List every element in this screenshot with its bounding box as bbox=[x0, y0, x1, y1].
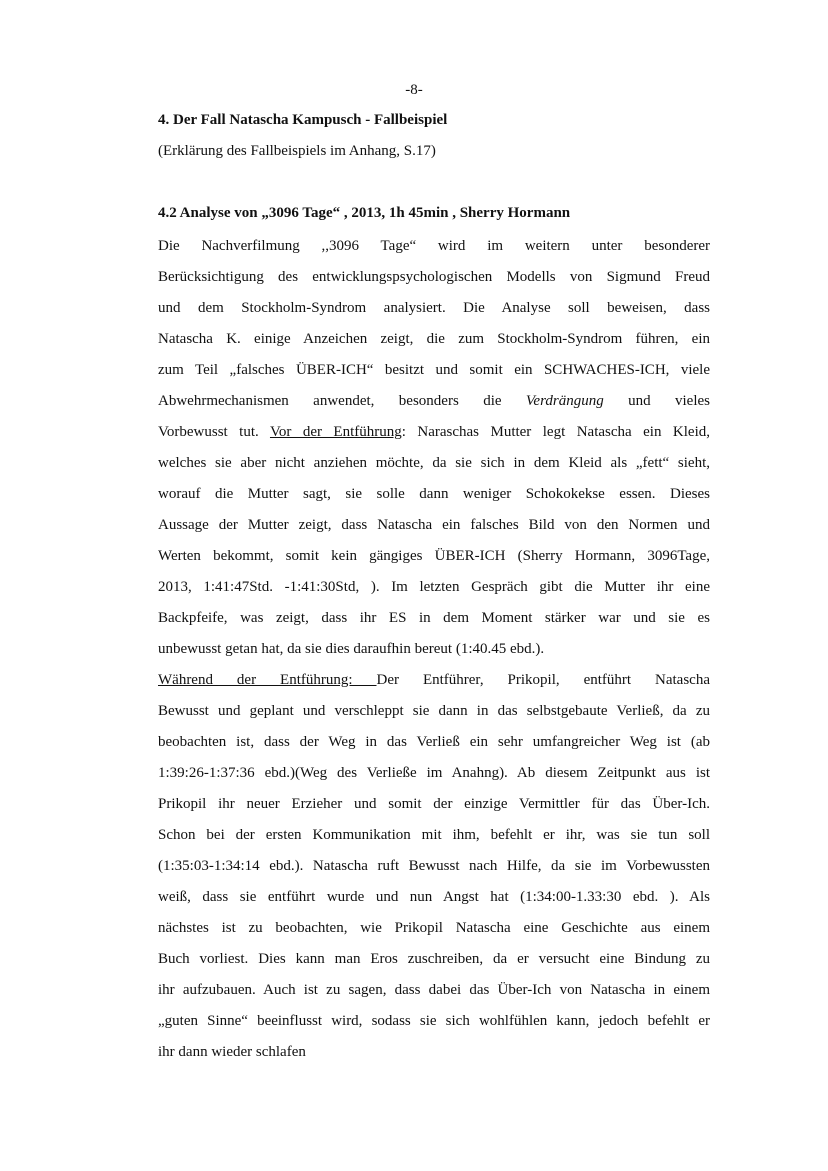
text-line: und dem Stockholm-Syndrom analysiert. Die Analyse soll beweisen, dass bbox=[158, 300, 710, 316]
text-line: (1:35:03-1:34:14 ebd.). Natascha ruft Bewusst nach Hilfe, da sie im Vorbewussten bbox=[158, 858, 710, 874]
text-line: beobachten ist, dass der Weg in das Verließ ein sehr umfangreicher Weg ist (ab bbox=[158, 734, 710, 750]
chapter-subheading: (Erklärung des Fallbeispiels im Anhang, S.17) bbox=[158, 143, 436, 159]
text-line: ihr aufzubauen. Auch ist zu sagen, dass dabei das Über-Ich von Natascha in einem bbox=[158, 982, 710, 998]
text-line: ihr dann wieder schlafen bbox=[158, 1044, 306, 1060]
text-line: Berücksichtigung des entwicklungspsychologischen Modells von Sigmund Freud bbox=[158, 269, 710, 285]
text-line: Schon bei der ersten Kommunikation mit ihm, befehlt er ihr, was sie tun soll bbox=[158, 827, 710, 843]
text-line: Buch vorliest. Dies kann man Eros zuschreiben, da er versucht eine Bindung zu bbox=[158, 951, 710, 967]
text-span: Der Entführer, Prikopil, entführt Natascha bbox=[376, 672, 710, 688]
underlined-label: Während der Entführung: bbox=[158, 672, 377, 688]
text-line bbox=[158, 665, 710, 696]
text-line: „guten Sinne“ beeinflusst wird, sodass sie sich wohlfühlen kann, jedoch befehlt er bbox=[158, 1013, 710, 1029]
text-line: zum Teil „falsches ÜBER-ICH“ besitzt und somit ein SCHWACHES-ICH, viele bbox=[158, 362, 710, 378]
text-line: Bewusst und geplant und verschleppt sie dann in das selbstgebaute Verließ, da zu bbox=[158, 703, 710, 719]
text-line: weiß, dass sie entführt wurde und nun Angst hat (1:34:00-1.33:30 ebd. ). Als bbox=[158, 889, 710, 905]
underlined-label: Vor der Entführung bbox=[269, 424, 402, 440]
page-number: -8- bbox=[405, 82, 423, 98]
text-span: Abwehrmechanismen anwendet, besonders die bbox=[158, 393, 526, 409]
text-span: und vieles bbox=[603, 393, 710, 409]
text-line: Natascha K. einige Anzeichen zeigt, die zum Stockholm-Syndrom führen, ein bbox=[158, 331, 710, 347]
section-heading: 4.2 Analyse von „3096 Tage“ , 2013, 1h 45min , Sherry Hormann bbox=[158, 205, 571, 221]
chapter-heading: 4. Der Fall Natascha Kampusch - Fallbeispiel bbox=[158, 112, 448, 128]
text-line: 1:39:26-1:37:36 ebd.)(Weg des Verließe im Anahng). Ab diesem Zeitpunkt aus ist bbox=[158, 765, 710, 781]
text-line: worauf die Mutter sagt, sie solle dann weniger Schokokekse essen. Dieses bbox=[158, 486, 710, 502]
text-line: Werten bekommt, somit kein gängiges ÜBER-ICH (Sherry Hormann, 3096Tage, bbox=[158, 548, 710, 564]
text-line: 2013, 1:41:47Std. -1:41:30Std, ). Im letzten Gespräch gibt die Mutter ihr eine bbox=[158, 579, 710, 595]
text-span: Vorbewusst tut. bbox=[158, 424, 270, 440]
text-line: welches sie aber nicht anziehen möchte, da sie sich in dem Kleid als „fett“ sieht, bbox=[158, 455, 710, 471]
text-line bbox=[158, 417, 710, 448]
text-line: Prikopil ihr neuer Erzieher und somit der einzige Vermittler für das Über-Ich. bbox=[158, 796, 710, 812]
text-line: Backpfeife, was zeigt, dass ihr ES in dem Moment stärker war und sie es bbox=[158, 610, 710, 626]
text-line bbox=[158, 386, 710, 417]
text-span: : Naraschas Mutter legt Natascha ein Kleid, bbox=[401, 424, 710, 440]
text-line: unbewusst getan hat, da sie dies daraufhin bereut (1:40.45 ebd.). bbox=[158, 641, 545, 657]
text-line: Die Nachverfilmung ,,3096 Tage“ wird im weitern unter besonderer bbox=[158, 238, 710, 254]
text-line: nächstes ist zu beobachten, wie Prikopil Natascha eine Geschichte aus einem bbox=[158, 920, 710, 936]
emphasis-term: Verdrängung bbox=[525, 393, 604, 409]
body-text bbox=[158, 231, 710, 1068]
text-line: Aussage der Mutter zeigt, dass Natascha ein falsches Bild von den Normen und bbox=[158, 517, 710, 533]
